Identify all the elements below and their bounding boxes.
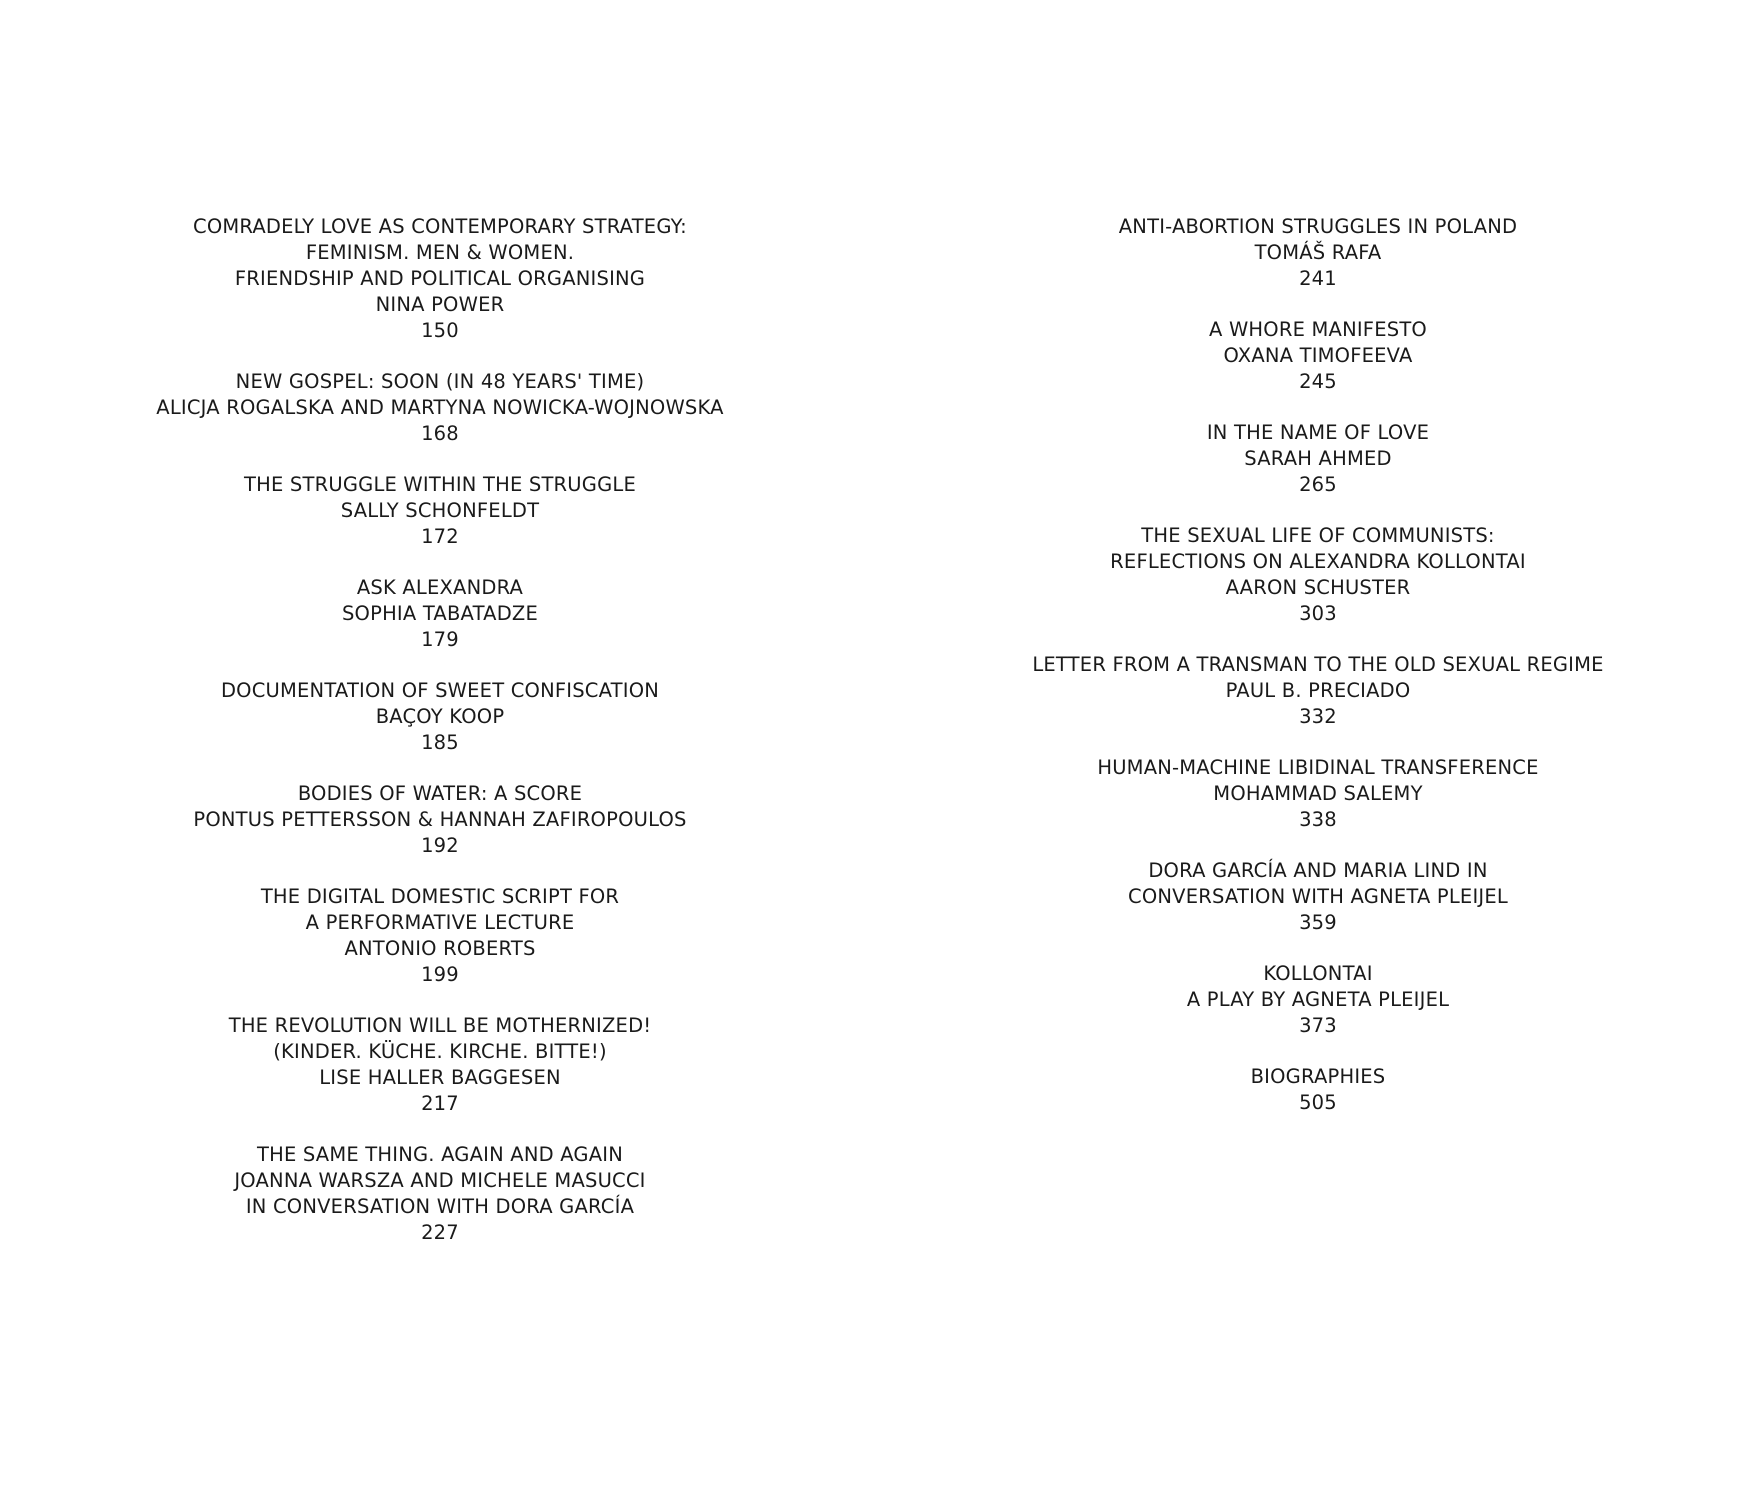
toc-line: A PERFORMATIVE LECTURE xyxy=(305,911,575,934)
toc-page-number: 359 xyxy=(1299,911,1337,934)
toc-entry xyxy=(440,755,1756,833)
toc-line: (KINDER. KÜCHE. KIRCHE. BITTE!) xyxy=(273,1040,607,1063)
toc-author: NINA POWER xyxy=(375,293,505,316)
toc-author: A PLAY BY AGNETA PLEIJEL xyxy=(1186,988,1450,1011)
toc-page-number: 373 xyxy=(1299,1014,1337,1037)
toc-page-number: 179 xyxy=(421,628,459,651)
toc-entry xyxy=(440,420,1756,498)
toc-entry xyxy=(440,652,1756,730)
toc-author: TOMÁŠ RAFA xyxy=(1254,241,1382,264)
toc-line: HUMAN-MACHINE LIBIDINAL TRANSFERENCE xyxy=(1097,756,1539,779)
toc-author: OXANA TIMOFEEVA xyxy=(1223,344,1413,367)
toc-line: DOCUMENTATION OF SWEET CONFISCATION xyxy=(220,679,660,702)
toc-author: ALICJA ROGALSKA AND MARTYNA NOWICKA-WOJNOWSKA xyxy=(156,396,724,419)
toc-page-number: 227 xyxy=(421,1221,459,1244)
toc-line: THE STRUGGLE WITHIN THE STRUGGLE xyxy=(244,473,636,496)
toc-page-number: 241 xyxy=(1299,267,1337,290)
toc-line: FRIENDSHIP AND POLITICAL ORGANISING xyxy=(234,267,646,290)
toc-line: COMRADELY LOVE AS CONTEMPORARY STRATEGY: xyxy=(193,215,687,238)
toc-line: LETTER FROM A TRANSMAN TO THE OLD SEXUAL REGIME xyxy=(1032,653,1604,676)
toc-line: IN THE NAME OF LOVE xyxy=(1206,421,1430,444)
toc-line: ANTI-ABORTION STRUGGLES IN POLAND xyxy=(1118,215,1518,238)
toc-entry xyxy=(440,961,1756,1039)
toc-line: THE SEXUAL LIFE OF COMMUNISTS: xyxy=(1141,524,1495,547)
toc-page-number: 150 xyxy=(421,319,459,342)
toc-entry xyxy=(440,523,1756,627)
toc-line: BODIES OF WATER: A SCORE xyxy=(297,782,583,805)
table-of-contents-right xyxy=(440,214,1756,1141)
toc-page-number: 505 xyxy=(1299,1091,1337,1114)
toc-page-number: 332 xyxy=(1299,705,1337,728)
toc-line: NEW GOSPEL: SOON (IN 48 YEARS' TIME) xyxy=(235,370,645,393)
toc-page-number: 217 xyxy=(421,1092,459,1115)
toc-page-number: 172 xyxy=(421,525,459,548)
toc-author: LISE HALLER BAGGESEN xyxy=(319,1066,561,1089)
toc-line: REFLECTIONS ON ALEXANDRA KOLLONTAI xyxy=(1110,550,1526,573)
toc-page-number: 265 xyxy=(1299,473,1337,496)
toc-author: AARON SCHUSTER xyxy=(1225,576,1411,599)
toc-author: ANTONIO ROBERTS xyxy=(344,937,536,960)
toc-entry xyxy=(440,214,1756,292)
toc-page-number: 245 xyxy=(1299,370,1337,393)
toc-page-number: 168 xyxy=(421,422,459,445)
toc-line: FEMINISM. MEN & WOMEN. xyxy=(305,241,575,264)
toc-author: PONTUS PETTERSSON & HANNAH ZAFIROPOULOS xyxy=(193,808,687,831)
toc-author: BAÇOY KOOP xyxy=(375,705,505,728)
toc-line: CONVERSATION WITH AGNETA PLEIJEL xyxy=(1128,885,1508,908)
toc-author: IN CONVERSATION WITH DORA GARCÍA xyxy=(245,1195,635,1218)
toc-entry xyxy=(440,317,1756,395)
toc-entry xyxy=(440,858,1756,936)
right-page xyxy=(878,0,1756,1500)
toc-author: JOANNA WARSZA AND MICHELE MASUCCI xyxy=(234,1169,646,1192)
toc-author: MOHAMMAD SALEMY xyxy=(1213,782,1423,805)
toc-author: SOPHIA TABATADZE xyxy=(341,602,538,625)
toc-page-number: 303 xyxy=(1299,602,1337,625)
toc-author: SARAH AHMED xyxy=(1244,447,1392,470)
toc-line: A WHORE MANIFESTO xyxy=(1209,318,1427,341)
toc-line: BIOGRAPHIES xyxy=(1250,1065,1386,1088)
toc-entry xyxy=(440,1064,1756,1116)
toc-author: PAUL B. PRECIADO xyxy=(1225,679,1411,702)
toc-line: THE REVOLUTION WILL BE MOTHERNIZED! xyxy=(228,1014,652,1037)
toc-author: SALLY SCHONFELDT xyxy=(340,499,540,522)
toc-page-number: 185 xyxy=(421,731,459,754)
toc-line: DORA GARCÍA AND MARIA LIND IN xyxy=(1148,859,1488,882)
toc-page-number: 338 xyxy=(1299,808,1337,831)
toc-line: THE DIGITAL DOMESTIC SCRIPT FOR xyxy=(260,885,620,908)
toc-page-number: 192 xyxy=(421,834,459,857)
toc-page-number: 199 xyxy=(421,963,459,986)
toc-line: ASK ALEXANDRA xyxy=(356,576,524,599)
toc-line: THE SAME THING. AGAIN AND AGAIN xyxy=(256,1143,624,1166)
toc-line: KOLLONTAI xyxy=(1263,962,1373,985)
